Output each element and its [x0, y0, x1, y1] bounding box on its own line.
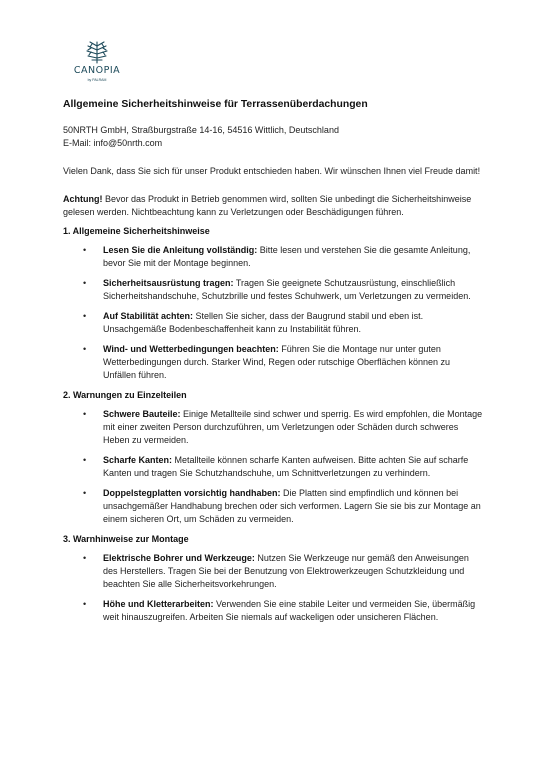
list-item	[63, 487, 483, 526]
list-item-text	[103, 343, 483, 382]
list-item-text	[103, 552, 483, 591]
section-heading: 2. Warnungen zu Einzelteilen	[63, 390, 187, 400]
list-item	[63, 343, 483, 382]
list-item-body: Führen Sie die Montage nur unter guten Wetterbedingungen durch. Starker Wind, Regen oder rutschige Oberflächen können zu Unfällen führen.	[103, 344, 451, 380]
bullet-icon: •	[83, 409, 87, 419]
list-item-label: Scharfe Kanten:	[103, 455, 173, 465]
warning-paragraph	[63, 193, 483, 219]
list-item	[63, 244, 483, 270]
warning-text: Bevor das Produkt in Betrieb genommen wird, sollten Sie unbedingt die Sicherheitshinweise gelesen werden. Nichtbeachtung kann zu Verletzungen oder Beschädigungen führen.	[63, 194, 472, 217]
list-item-label: Lesen Sie die Anleitung vollständig:	[103, 245, 258, 255]
list-item-text	[103, 408, 483, 447]
bullet-icon: •	[83, 599, 87, 609]
address-line: 50NRTH GmbH, Straßburgstraße 14-16, 54516 Wittlich, Deutschland	[63, 125, 339, 135]
list-item	[63, 310, 483, 336]
bullet-list	[63, 244, 483, 382]
list-item-text	[103, 454, 483, 480]
list-item-label: Auf Stabilität achten:	[103, 311, 194, 321]
list-item-body: Die Platten sind empfindlich und können bei unsachgemäßer Handhabung brechen oder sich verformen. Lagern Sie sie bis zur Montage an einem sicheren Ort, um Schäden zu vermeiden.	[103, 488, 481, 524]
list-item-label: Doppelstegplatten vorsichtig handhaben:	[103, 488, 281, 498]
list-item	[63, 277, 483, 303]
warning-label: Achtung!	[63, 194, 103, 204]
list-item-label: Elektrische Bohrer und Werkzeuge:	[103, 553, 255, 563]
list-item-label: Höhe und Kletterarbeiten:	[103, 599, 214, 609]
list-item-body: Metallteile können scharfe Kanten aufweisen. Bitte achten Sie auf scharfe Kanten und tragen Sie Schutzhandschuhe, um Schnittverletzungen zu verhindern.	[103, 455, 469, 478]
section-heading: 3. Warnhinweise zur Montage	[63, 534, 189, 544]
bullet-icon: •	[83, 455, 87, 465]
list-item-body: Nutzen Sie Werkzeuge nur gemäß den Anweisungen des Herstellers. Tragen Sie bei der Benutzung von Elektrowerkzeugen Schutzkleidung und beachten Sie alle Sicherheitsvorkehrungen.	[103, 553, 469, 589]
contact-block	[63, 124, 483, 150]
list-item-body: Einige Metallteile sind schwer und sperrig. Es wird empfohlen, die Montage mit einer zweiten Person durchzuführen, um Verletzungen oder Schäden durch schweres Heben zu vermeiden.	[103, 409, 483, 445]
list-item-text	[103, 598, 483, 624]
bullet-list	[63, 408, 483, 526]
list-item-body: Bitte lesen und verstehen Sie die gesamte Anleitung, bevor Sie mit der Montage beginnen.	[103, 245, 471, 268]
list-item	[63, 408, 483, 447]
logo-wordmark: CANOPIA	[73, 65, 121, 76]
list-item-text	[103, 277, 483, 303]
list-item	[63, 454, 483, 480]
tree-icon	[66, 40, 128, 66]
list-item-text	[103, 487, 483, 526]
list-item-body: Tragen Sie geeignete Schutzausrüstung, einschließlich Sicherheitshandschuhe, Schutzbrille und festes Schuhwerk, um Verletzungen zu vermeiden.	[103, 278, 471, 301]
list-item-body: Verwenden Sie eine stabile Leiter und vermeiden Sie, übermäßig weit hinauszugreifen. Arbeiten Sie niemals auf wackeligen oder unsicheren Flächen.	[103, 599, 476, 622]
bullet-icon: •	[83, 311, 87, 321]
bullet-icon: •	[83, 245, 87, 255]
sections-container	[63, 225, 483, 624]
section-heading: 1. Allgemeine Sicherheitshinweise	[63, 226, 210, 236]
email-line: E-Mail: info@50nrth.com	[63, 138, 163, 148]
list-item-body: Stellen Sie sicher, dass der Baugrund stabil und eben ist. Unsachgemäße Bodenbeschaffenheit kann zu Instabilität führen.	[103, 311, 424, 334]
list-item-label: Schwere Bauteile:	[103, 409, 181, 419]
bullet-icon: •	[83, 344, 87, 354]
list-item	[63, 598, 483, 624]
bullet-list	[63, 552, 483, 624]
bullet-icon: •	[83, 488, 87, 498]
logo-subtitle: by PALRAM	[87, 78, 107, 82]
list-item	[63, 552, 483, 591]
list-item-text	[103, 310, 483, 336]
thanks-paragraph: Vielen Dank, dass Sie sich für unser Produkt entschieden haben. Wir wünschen Ihnen viel Freude damit!	[63, 166, 481, 176]
document-title: Allgemeine Sicherheitshinweise für Terrassenüberdachungen	[63, 99, 368, 110]
bullet-icon: •	[83, 553, 87, 563]
bullet-icon: •	[83, 278, 87, 288]
list-item-label: Sicherheitsausrüstung tragen:	[103, 278, 234, 288]
list-item-label: Wind- und Wetterbedingungen beachten:	[103, 344, 279, 354]
canopia-logo	[66, 40, 128, 90]
document-body	[63, 98, 483, 631]
list-item-text	[103, 244, 483, 270]
